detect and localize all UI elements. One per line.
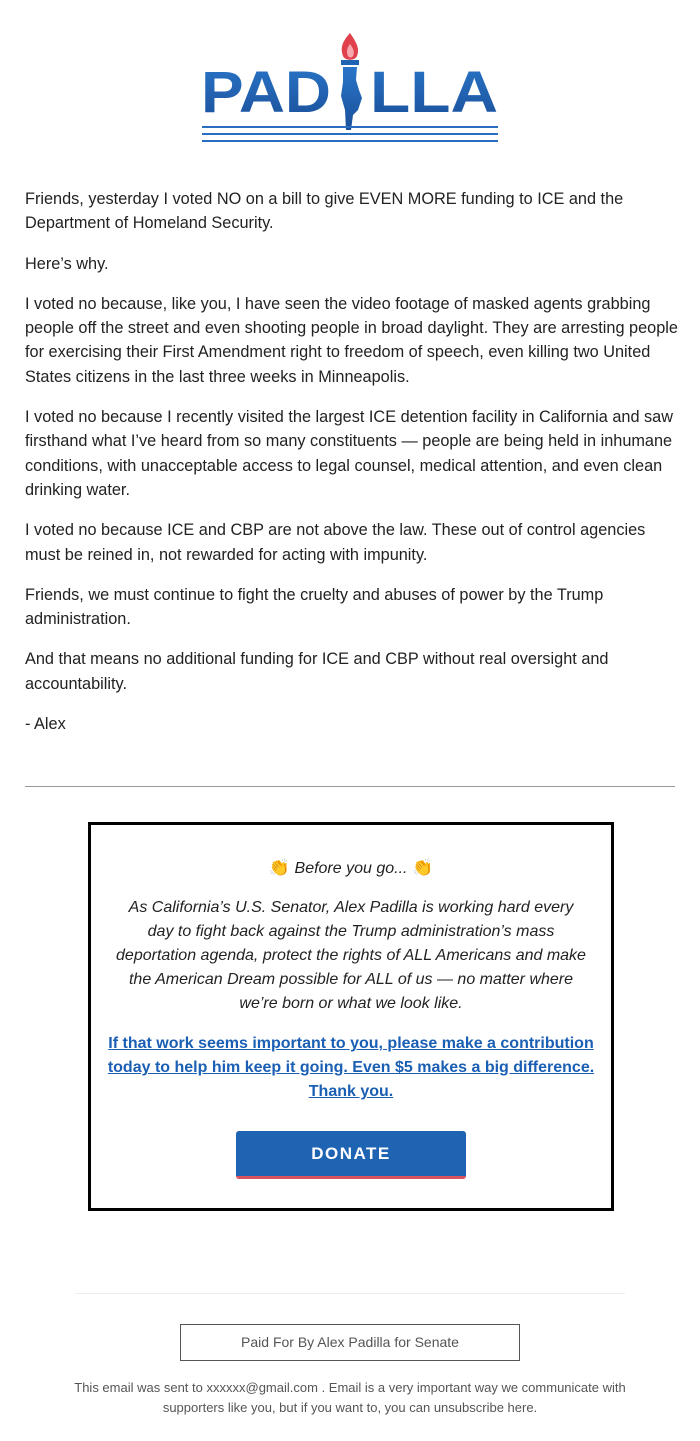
california-torch-icon (341, 67, 362, 130)
clapping-hands-icon: 👏 (411, 858, 434, 877)
signoff: - Alex (25, 715, 66, 734)
svg-text:LLA: LLA (370, 60, 498, 125)
paragraph: I voted no because I recently visited the largest ICE detention facility in California and saw firsthand what I’ve heard from so many constituents — people are being held in inhumane conditions, with unacceptable access to legal counsel, medical attention, and even clean drinking water. (25, 408, 673, 499)
contribute-link[interactable]: If that work seems important to you, please make a contribution today to help him keep it going. Even $5 makes a big difference. Thank you. (107, 1035, 595, 1100)
section-divider (25, 786, 675, 787)
paragraph: Here’s why. (25, 254, 109, 273)
footer-divider (75, 1293, 625, 1294)
svg-text:PAD: PAD (201, 60, 331, 125)
torch-flame-icon (342, 33, 358, 60)
sent-to-text: This email was sent to (74, 1380, 203, 1395)
donation-box (88, 822, 614, 1211)
unsubscribe-link[interactable]: unsubscribe here. (433, 1400, 538, 1415)
padilla-logo (200, 30, 500, 145)
footer-note (70, 1378, 630, 1418)
email-body (25, 187, 680, 752)
paid-for-disclaimer: Paid For By Alex Padilla for Senate (180, 1324, 520, 1361)
donate-button[interactable]: DONATE (236, 1131, 466, 1179)
paragraph: Friends, yesterday I voted NO on a bill to give EVEN MORE funding to ICE and the Department of Homeland Security. (25, 190, 624, 233)
paragraph: I voted no because, like you, I have seen the video footage of masked agents grabbing people off the street and even shooting people in broad daylight. They are arresting people for exercising their First Amendment right to freedom of speech, even killing two United States citizens in the last three weeks in Minneapolis. (25, 294, 678, 386)
footer-note-text: . Email is a very important way we communicate with supporters like you, but if you want to, you can (162, 1380, 626, 1415)
promo-heading (91, 858, 611, 878)
promo-lead-text: As California’s U.S. Senator, Alex Padilla is working hard every day to fight back against the Trump administration’s mass deportation agenda, protect the rights of ALL Americans and make the American Dream possible for ALL of us — no matter where we’re born or what we look like. (116, 899, 586, 1012)
recipient-email-link[interactable]: xxxxxx@gmail.com (206, 1380, 318, 1395)
promo-heading-text: Before you go... (294, 860, 408, 877)
clapping-hands-icon: 👏 (268, 858, 291, 877)
paragraph: And that means no additional funding for ICE and CBP without real oversight and accountability. (25, 650, 609, 693)
paragraph: I voted no because ICE and CBP are not above the law. These out of control agencies must be reined in, not rewarded for acting with impunity. (25, 521, 646, 564)
paragraph: Friends, we must continue to fight the cruelty and abuses of power by the Trump administration. (25, 585, 604, 629)
